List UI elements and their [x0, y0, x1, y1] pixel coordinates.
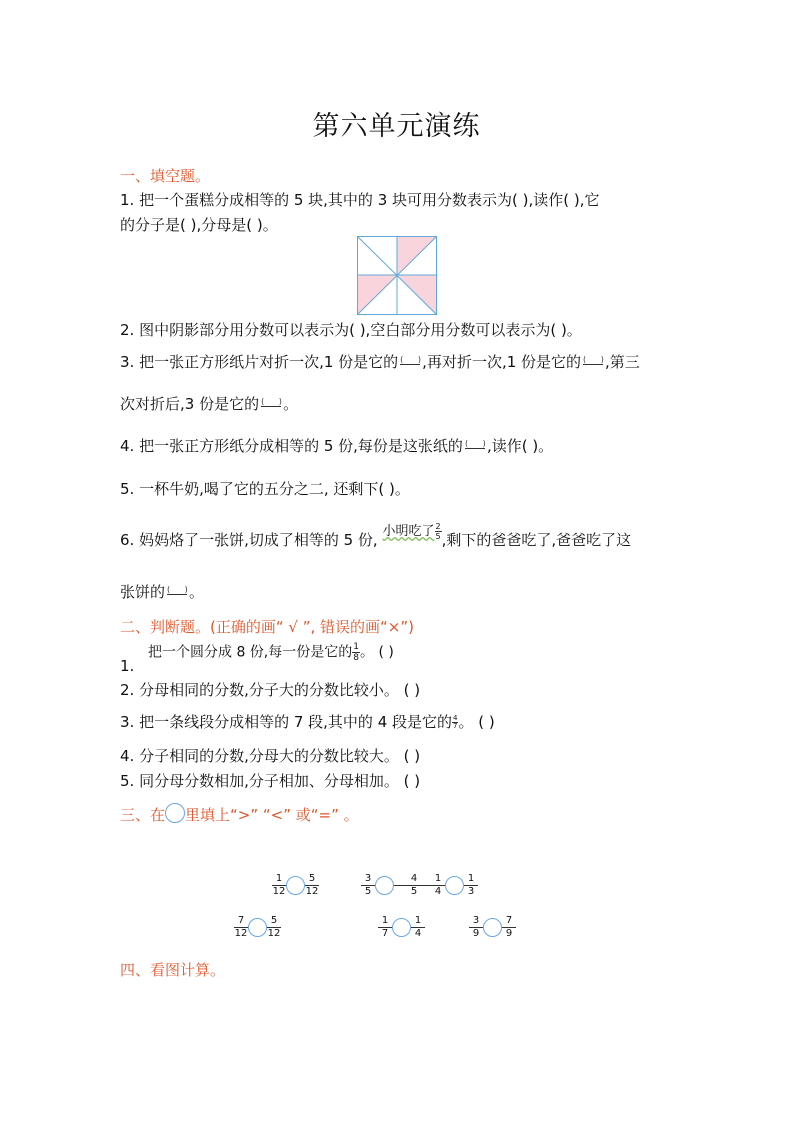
j3-text: 3. 把一条线段分成相等的 7 段,其中的 4 段是它的 — [120, 713, 453, 731]
section-judge-title: 二、判断题。(正确的画“ √ ”, 错误的画“×”) — [120, 618, 414, 636]
j4: 4. 分子相同的分数,分母大的分数比较大。 ( ) — [120, 747, 421, 765]
section-compare-title — [120, 803, 359, 825]
compare-item-4: $\frac{7}{12}$ $\frac{5}{12}$ — [234, 915, 281, 939]
answer-blank[interactable] — [398, 354, 422, 372]
compare-item-5: $\frac{1}{7}$ $\frac{1}{4}$ — [378, 915, 425, 940]
q1-line2: 的分子是( ),分母是( )。 — [120, 216, 278, 234]
circle-icon — [165, 803, 185, 823]
q5: 5. 一杯牛奶,喝了它的五分之二, 还剩下( )。 — [120, 480, 410, 498]
q1-line1: 1. 把一个蛋糕分成相等的 5 块,其中的 3 块可用分数表示为( ),读作( ),它 — [120, 191, 600, 209]
q6-line1 — [120, 522, 632, 552]
q3-line2-text: 次对折后,3 份是它的 — [120, 395, 260, 413]
compare-answer-circle[interactable] — [445, 876, 464, 895]
compare-item-1: $\frac{1}{12}$ $\frac{5}{12}$ — [272, 873, 319, 897]
j1-tail: 。 ( ) — [360, 644, 394, 661]
square-fraction-figure — [357, 236, 437, 315]
j1 — [148, 642, 394, 663]
answer-blank[interactable] — [463, 438, 487, 456]
q4-text-b: ,读作( )。 — [486, 437, 554, 455]
q3-line2 — [120, 394, 298, 414]
q2: 2. 图中阴影部分用分数可以表示为( ),空白部分用分数可以表示为( )。 — [120, 321, 582, 339]
q6-line2 — [120, 582, 204, 602]
q6-line2-text: 张饼的 — [120, 583, 166, 601]
q6-highlight — [382, 524, 441, 539]
j2: 2. 分母相同的分数,分子大的分数比较小。 ( ) — [120, 681, 421, 699]
compare-answer-circle[interactable] — [483, 918, 502, 937]
compare-item-6: $\frac{3}{9}$ $\frac{7}{9}$ — [469, 915, 516, 940]
q3-line2-end: 。 — [283, 395, 299, 413]
j1-num: 1. — [120, 657, 135, 675]
j3-tail: 。 ( ) — [458, 713, 495, 731]
compare-item-3: $\frac{1}{4}$ $\frac{1}{3}$ — [431, 873, 478, 898]
q3-line1 — [120, 352, 640, 372]
j1-text: 把一个圆分成 8 份,每一份是它的 — [148, 644, 353, 661]
answer-blank[interactable] — [259, 396, 283, 414]
page-title: 第六单元演练 — [312, 111, 481, 142]
q6-text-a: 6. 妈妈烙了一张饼,切成了相等的 5 份, — [120, 531, 378, 549]
q3-text-c: ,第三 — [605, 353, 640, 371]
answer-blank[interactable] — [581, 354, 605, 372]
j3-fraction: $\frac{4}{7}$ — [453, 714, 458, 730]
s3-post: 里填上“>” “<” 或“=” 。 — [185, 806, 359, 824]
q6-text-b: ,剩下的爸爸吃了,爸爸吃了这 — [441, 531, 632, 549]
j3 — [120, 712, 495, 732]
compare-answer-circle[interactable] — [248, 918, 267, 937]
compare-answer-circle[interactable] — [375, 876, 394, 895]
q6-wavy-text: 小明吃了 — [382, 524, 435, 539]
answer-blank[interactable] — [165, 584, 189, 602]
section-fill-title: 一、填空题。 — [120, 167, 211, 185]
s3-pre: 三、在 — [120, 806, 166, 824]
q4-text-a: 4. 把一张正方形纸分成相等的 5 份,每份是这张纸的 — [120, 437, 463, 455]
j5: 5. 同分母分数相加,分子相加、分母相加。 ( ) — [120, 772, 421, 790]
j1-fraction: $\frac{1}{8}$ — [353, 642, 359, 663]
q3-text-b: ,再对折一次,1 份是它的 — [422, 353, 582, 371]
compare-answer-circle[interactable] — [286, 876, 305, 895]
q6-fraction: $\frac{2}{5}$ — [435, 522, 441, 541]
compare-item-2: $\frac{3}{5}$ $\frac{4}{5}$ — [361, 873, 434, 898]
q4 — [120, 436, 553, 456]
section-calc-title: 四、看图计算。 — [120, 961, 226, 979]
q6-line2-end: 。 — [189, 583, 205, 601]
compare-answer-circle[interactable] — [392, 918, 411, 937]
q3-text-a: 3. 把一张正方形纸片对折一次,1 份是它的 — [120, 353, 399, 371]
